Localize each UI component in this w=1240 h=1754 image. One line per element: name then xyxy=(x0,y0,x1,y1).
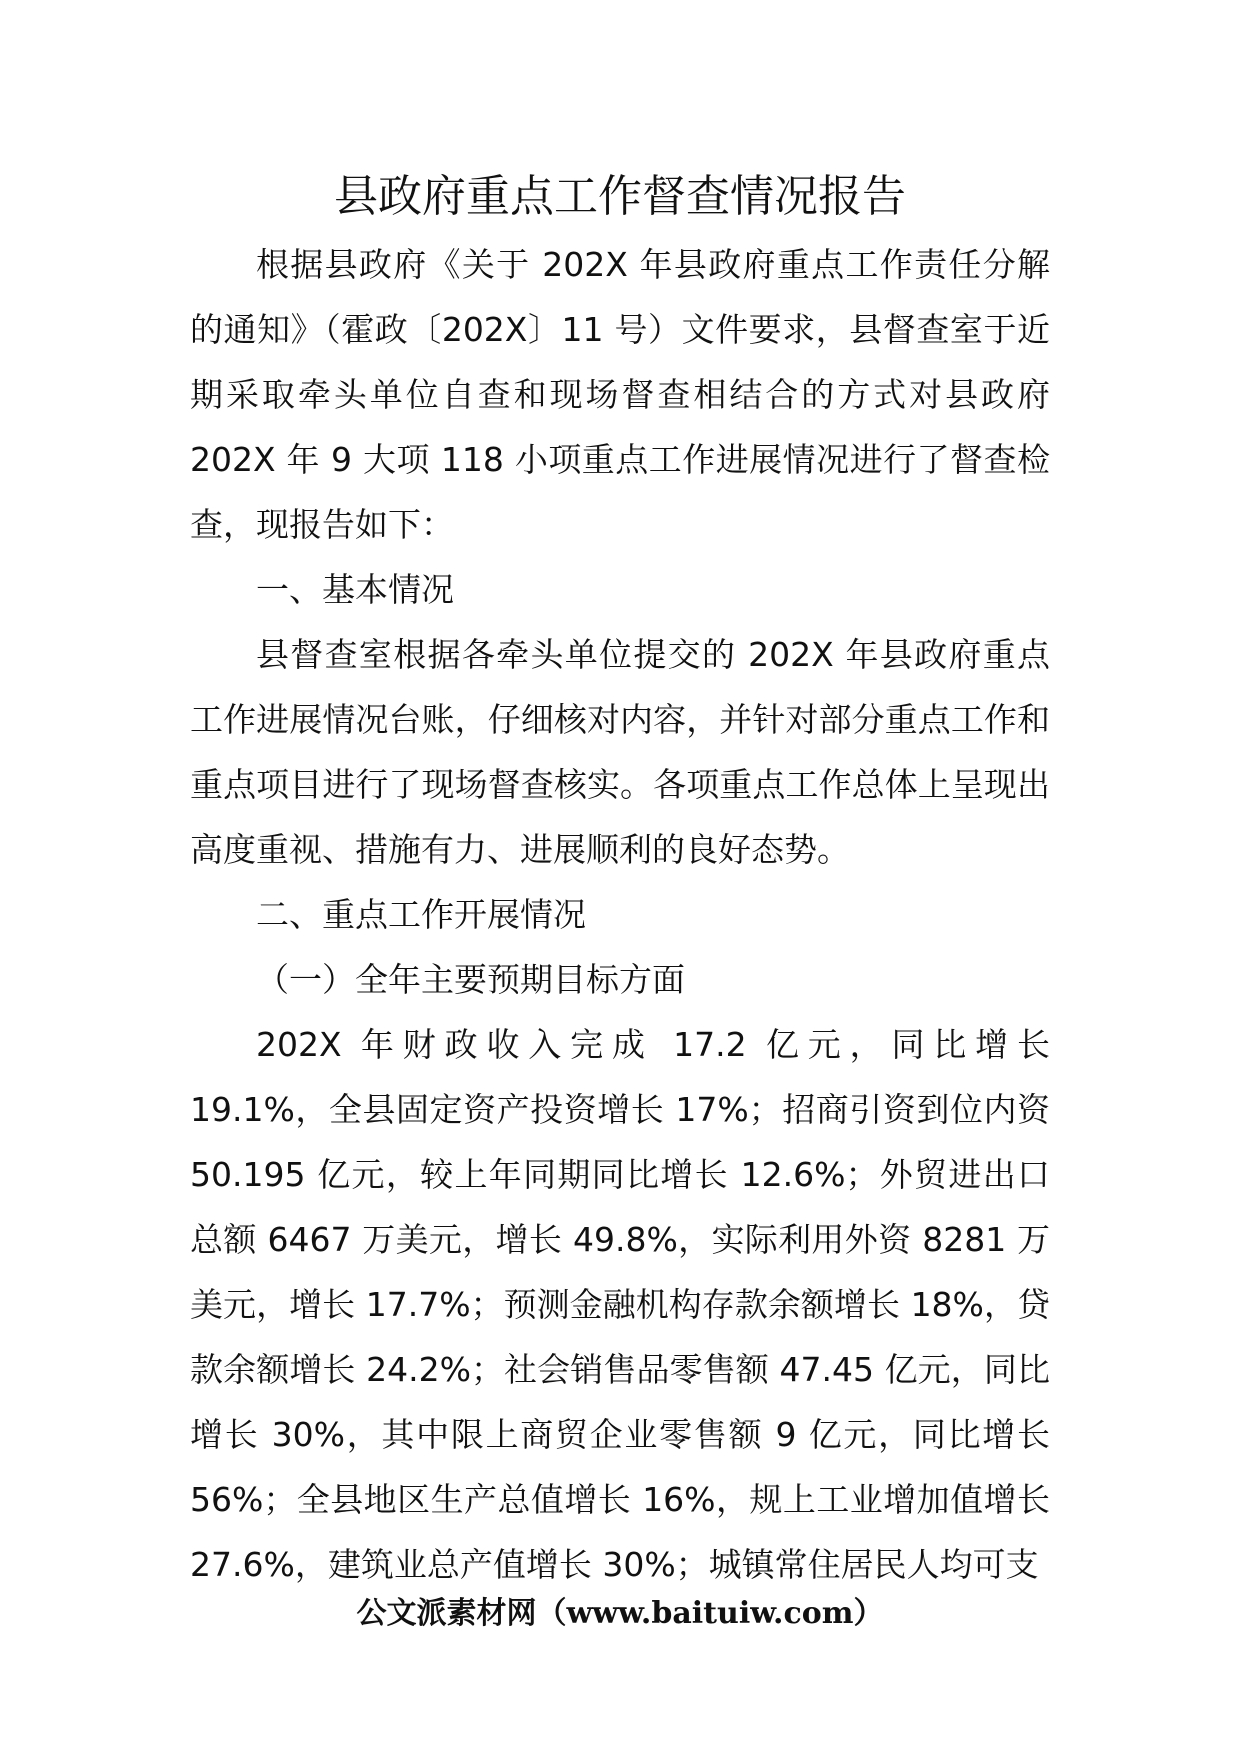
document-body xyxy=(190,232,1050,1597)
paragraph-intro: 根据县政府《关于 202X 年县政府重点工作责任分解的通知》（霍政〔202X〕11 号）文件要求，县督查室于近期采取牵头单位自查和现场督查相结合的方式对县政府 202X 年 9 大项 118 小项重点工作进展情况进行了督查检查，现报告如下： xyxy=(190,245,1050,544)
section-heading-basic: 一、基本情况 xyxy=(256,570,454,609)
document-title: 县政府重点工作督查情况报告 xyxy=(334,171,906,222)
section-heading-key-work: 二、重点工作开展情况 xyxy=(256,895,586,934)
footer-watermark: 公文派素材网（www.baituiw.com） xyxy=(356,1596,884,1631)
subsection-heading-targets: （一）全年主要预期目标方面 xyxy=(256,960,685,999)
paragraph-targets: 202X 年财政收入完成 17.2 亿元，同比增长 19.1%，全县固定资产投资增长 17%；招商引资到位内资 50.195 亿元，较上年同期同比增长 12.6%；外贸进出口总额 6467 万美元，增长 49.8%，实际利用外资 8281 万美元，增长 17.7%；预测金融机构存款余额增长 18%，贷款余额增长 24.2%；社会销售品零售额 47.45 亿元，同比增长 30%，其中限上商贸企业零售额 9 亿元，同比增长 56%；全县地区生产总值增长 16%，规上工业增加值增长 27.6%，建筑业总产值增长 30%；城镇常住居民人均可支 xyxy=(190,1025,1050,1584)
paragraph-basic-situation: 县督查室根据各牵头单位提交的 202X 年县政府重点工作进展情况台账，仔细核对内容，并针对部分重点工作和重点项目进行了现场督查核实。各项重点工作总体上呈现出高度重视、措施有力、进展顺利的良好态势。 xyxy=(190,635,1050,869)
